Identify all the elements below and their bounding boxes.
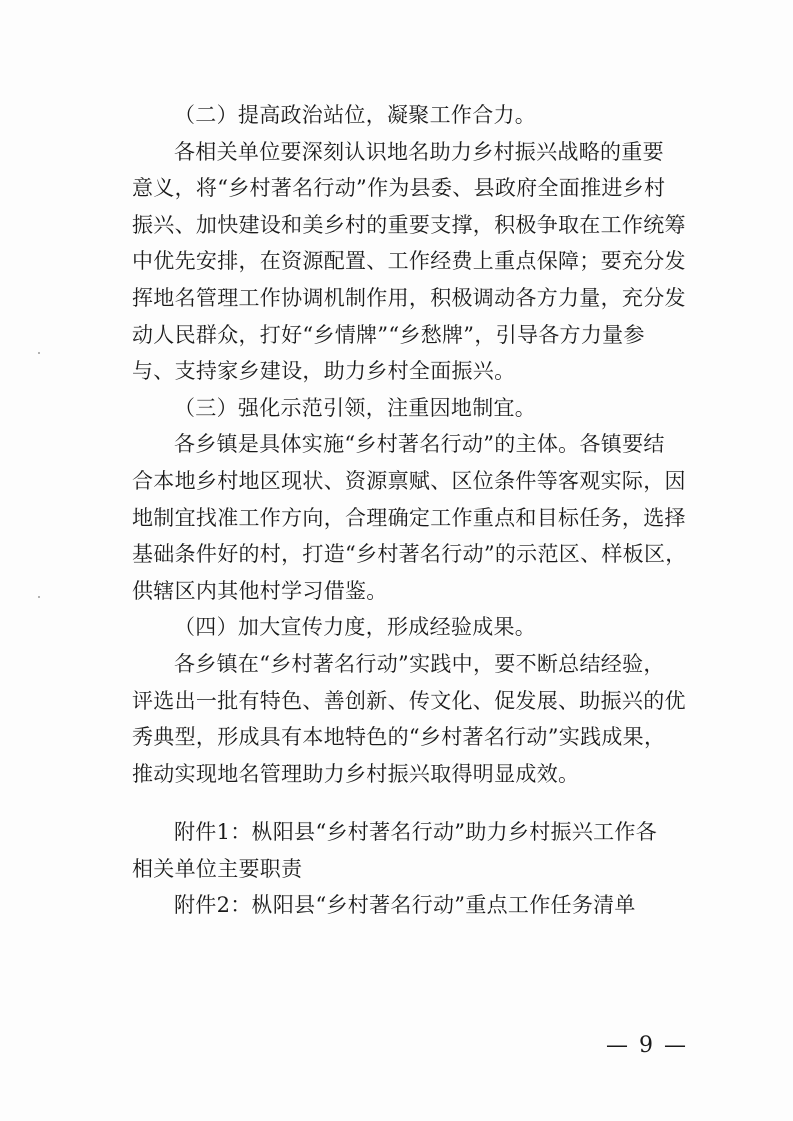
scan-speck xyxy=(38,596,40,598)
scan-speck xyxy=(38,352,40,354)
paragraph-line: 挥地名管理工作协调机制作用，积极调动各方力量，充分发 xyxy=(132,285,686,310)
document-body xyxy=(132,97,692,924)
attachment-1-line: 相关单位主要职责 xyxy=(132,856,303,881)
paragraph-line: 各乡镇在“乡村著名行动”实践中，要不断总结经验， xyxy=(174,651,665,676)
paragraph-line: 动人民群众，打好“乡情牌”“乡愁牌”，引导各方力量参 xyxy=(132,322,645,347)
paragraph-line: 基础条件好的村，打造“乡村著名行动”的示范区、样板区， xyxy=(132,542,687,567)
section-heading-3: （三）强化示范引领，注重因地制宜。 xyxy=(174,395,537,420)
paragraph-line: 各乡镇是具体实施“乡村著名行动”的主体。各镇要结 xyxy=(174,432,665,457)
paragraph-line: 供辖区内其他村学习借鉴。 xyxy=(132,578,388,603)
paragraph-line: 推动实现地名管理助力乡村振兴取得明显成效。 xyxy=(132,761,580,786)
attachment-2-line: 附件2：枞阳县“乡村著名行动”重点工作任务清单 xyxy=(174,893,636,918)
paragraph-line: 与、支持家乡建设，助力乡村全面振兴。 xyxy=(132,359,516,384)
spacer xyxy=(132,792,692,814)
paragraph-line: 意义，将“乡村著名行动”作为县委、县政府全面推进乡村 xyxy=(132,176,666,201)
page-number: — 9 — xyxy=(606,1033,688,1058)
paragraph-line: 振兴、加快建设和美乡村的重要支撑，积极争取在工作统筹 xyxy=(132,212,686,237)
paragraph-line: 评选出一批有特色、善创新、传文化、促发展、助振兴的优 xyxy=(132,688,686,713)
paragraph-line: 中优先安排，在资源配置、工作经费上重点保障；要充分发 xyxy=(132,249,686,274)
paragraph-line: 合本地乡村地区现状、资源禀赋、区位条件等客观实际，因 xyxy=(132,468,686,493)
section-heading-2: （二）提高政治站位，凝聚工作合力。 xyxy=(174,103,537,127)
section-heading-4: （四）加大宣传力度，形成经验成果。 xyxy=(174,615,537,640)
paragraph-line: 秀典型，形成具有本地特色的“乡村著名行动”实践成果， xyxy=(132,725,666,750)
attachment-1-line: 附件1：枞阳县“乡村著名行动”助力乡村振兴工作各 xyxy=(174,820,658,845)
paragraph-line: 地制宜找准工作方向，合理确定工作重点和目标任务，选择 xyxy=(132,505,686,530)
paragraph-line: 各相关单位要深刻认识地名助力乡村振兴战略的重要 xyxy=(174,139,664,164)
